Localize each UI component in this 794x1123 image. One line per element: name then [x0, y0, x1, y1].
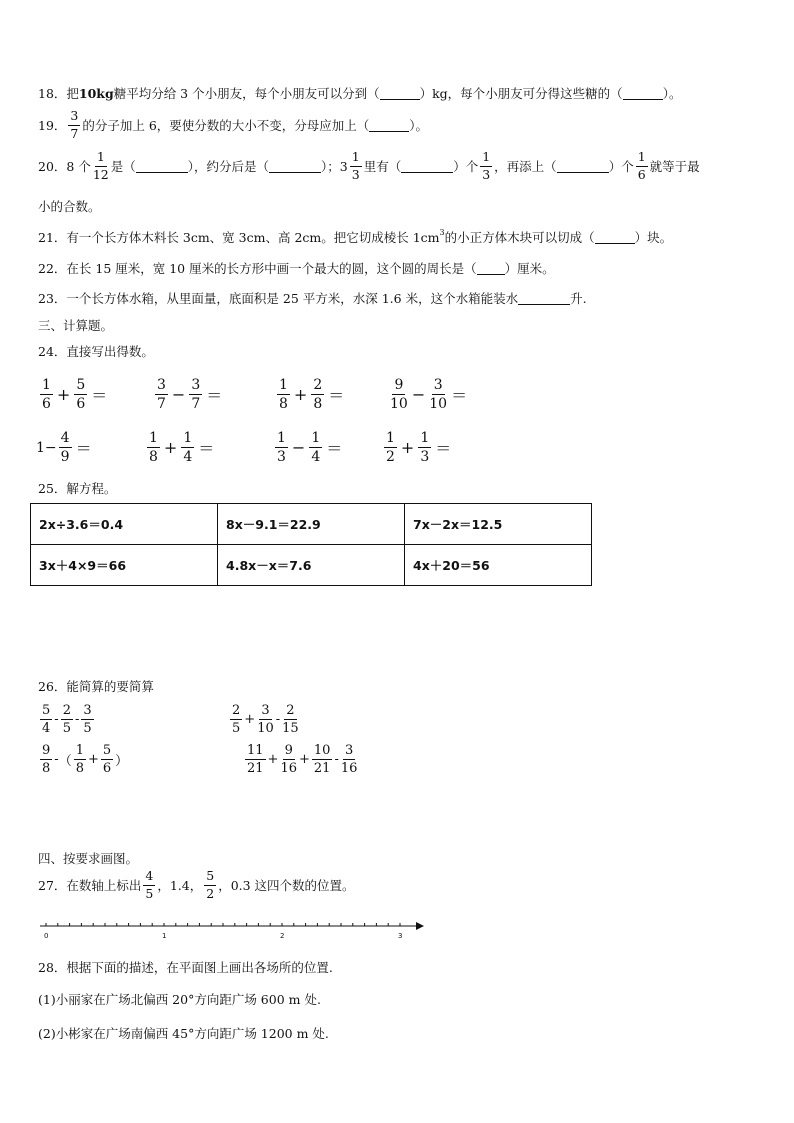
question-28-part-2: (2)小彬家在广场南偏西 45°方向距广场 1200 m 处. [38, 1026, 329, 1041]
question-28: 28．根据下面的描述，在平面图上画出各场所的位置. [38, 960, 333, 975]
tick-label: 1 [162, 932, 167, 940]
q22-text-a: 22．在长 15 厘米，宽 10 厘米的长方形中画一个最大的圆，这个圆的周长是（ [38, 261, 477, 276]
q20-text-j: 小的合数。 [38, 199, 101, 214]
tick-label: 3 [398, 932, 403, 940]
q18-text-a: 18．把 [38, 86, 79, 101]
tick-label: 0 [44, 932, 49, 940]
section-heading: 三、计算题。 [38, 318, 114, 333]
question-18 [38, 84, 681, 102]
q18-text-d: ）kg，每个小朋友可分得这些糖的（ [419, 86, 623, 101]
q21-superscript: 3 [439, 228, 445, 237]
table-row [31, 545, 592, 586]
answer-blank[interactable] [477, 262, 505, 275]
section-heading: 四、按要求画图。 [38, 851, 139, 866]
answer-blank[interactable] [557, 160, 609, 173]
answer-blank[interactable] [136, 160, 188, 173]
simplify-expression: $\frac{9}{8}$ - （ $\frac{1}{8}$ + $\frac{5}{6}$ ） [42, 743, 129, 776]
q20-text-i: 就等于最 [649, 159, 700, 174]
q21-text-c: ）块。 [634, 230, 673, 245]
question-25-title: 25．解方程。 [38, 481, 117, 496]
q23-text-b: 升. [570, 291, 587, 306]
q27-text-b: ，1.4， [157, 878, 203, 893]
question-20 [38, 151, 700, 181]
calc-item: 1− $\frac{4}{9}$ ＝ [36, 430, 92, 465]
fraction: $\frac{5}{2}$ [206, 868, 215, 901]
equation-cell: 7x－2x＝12.5 [405, 504, 592, 545]
q20-text-d: ）；3 [321, 159, 348, 174]
q22-text-b: ）厘米。 [504, 261, 555, 276]
arrow-icon [416, 922, 424, 930]
question-24-title: 24．直接写出得数。 [38, 344, 154, 359]
q18-text-b: 10kg [78, 85, 114, 101]
calc-item: $\frac{1}{8}$ + $\frac{1}{4}$ ＝ [149, 430, 215, 465]
table-row [31, 504, 592, 545]
q20-text-f: ）个 [453, 159, 479, 174]
simplify-expression: $\frac{2}{5}$ + $\frac{3}{10}$ - $\frac{2}{15}$ [232, 703, 299, 736]
equation-cell: 3x＋4×9＝66 [31, 545, 218, 586]
equation-cell: 4.8x－x＝7.6 [218, 545, 405, 586]
equation-cell: 4x＋20＝56 [405, 545, 592, 586]
simplify-expression: $\frac{5}{4}$ - $\frac{2}{5}$ - $\frac{3}{5}$ [42, 703, 92, 736]
q27-text-c: ，0.3 这四个数的位置。 [218, 878, 355, 893]
equation-table [30, 503, 592, 586]
answer-blank[interactable] [518, 292, 570, 305]
answer-blank[interactable] [380, 87, 420, 100]
answer-blank[interactable] [595, 231, 635, 244]
q19-text-b: 的分子加上 6，要使分数的大小不变，分母应加上（ [82, 118, 370, 133]
answer-blank[interactable] [269, 160, 321, 173]
fraction: $\frac{1}{3}$ [351, 149, 360, 182]
question-20-continued [38, 197, 101, 215]
question-23 [38, 289, 587, 307]
calc-item: $\frac{1}{2}$ + $\frac{1}{3}$ ＝ [386, 430, 452, 465]
number-line [36, 918, 426, 946]
q18-text-e: ）。 [662, 86, 682, 101]
q20-text-a: 20．8 个 [38, 159, 91, 174]
q20-text-g: ，再添上（ [494, 159, 557, 174]
q19-text-c: ）。 [409, 118, 429, 133]
calc-item: $\frac{9}{10}$ − $\frac{3}{10}$ ＝ [390, 377, 468, 412]
q21-text-b: 的小正方体木块可以切成（ [444, 230, 595, 245]
equation-cell: 2x÷3.6＝0.4 [31, 504, 218, 545]
q20-text-b: 是（ [110, 159, 136, 174]
equation-cell: 8x－9.1＝22.9 [218, 504, 405, 545]
question-27 [38, 870, 355, 900]
q27-text-a: 27．在数轴上标出 [38, 878, 142, 893]
answer-blank[interactable] [623, 87, 663, 100]
simplify-expression: $\frac{11}{21}$ + $\frac{9}{16}$ + $\frac{10}{21}$ - $\frac{3}{16}$ [247, 743, 358, 776]
q20-text-h: ）个 [608, 159, 634, 174]
question-21 [38, 228, 672, 246]
q20-text-c: ），约分后是（ [187, 159, 270, 174]
q18-text-c: 糖平均分给 3 个小朋友，每个小朋友可以分到（ [113, 86, 380, 101]
calc-item: $\frac{1}{6}$ + $\frac{5}{6}$ ＝ [42, 377, 108, 412]
fraction: $\frac{1}{3}$ [482, 149, 491, 182]
fraction: $\frac{1}{12}$ [92, 149, 109, 182]
calc-item: $\frac{3}{7}$ − $\frac{3}{7}$ ＝ [157, 377, 223, 412]
q23-text-a: 23．一个长方体水箱，从里面量，底面积是 25 平方米，水深 1.6 米，这个水箱能装水 [38, 291, 519, 306]
q19-number: 19． [38, 118, 67, 133]
fraction: $\frac{3}{7}$ [70, 108, 79, 141]
fraction: $\frac{4}{5}$ [145, 868, 154, 901]
calc-item: $\frac{1}{3}$ − $\frac{1}{4}$ ＝ [277, 430, 343, 465]
question-28-part-1: (1)小丽家在广场北偏西 20°方向距广场 600 m 处. [38, 992, 321, 1007]
fraction: $\frac{1}{6}$ [637, 149, 646, 182]
question-19 [38, 110, 428, 140]
q20-text-e: 里有（ [363, 159, 402, 174]
answer-blank[interactable] [369, 119, 409, 132]
q21-text-a: 21．有一个长方体木料长 3cm、宽 3cm、高 2cm。把它切成棱长 1cm [38, 230, 440, 245]
calc-item: $\frac{1}{8}$ + $\frac{2}{8}$ ＝ [279, 377, 345, 412]
answer-blank[interactable] [401, 160, 453, 173]
question-26-title: 26．能简算的要简算 [38, 679, 154, 694]
question-22 [38, 259, 555, 277]
tick-label: 2 [280, 932, 285, 940]
